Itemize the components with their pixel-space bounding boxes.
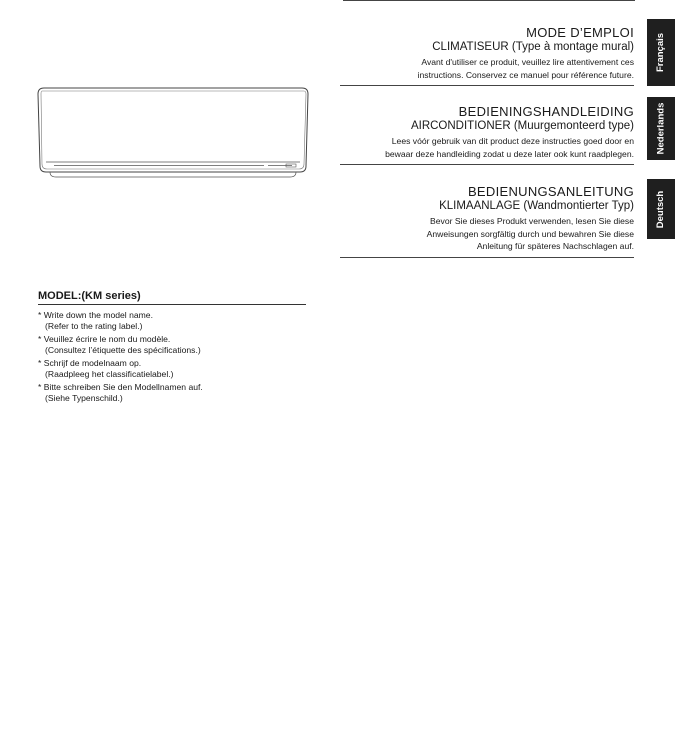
tab-label: Deutsch (655, 190, 667, 228)
section-divider (340, 85, 634, 86)
tab-label: Français (655, 32, 667, 73)
section-description (340, 56, 634, 81)
model-block (38, 290, 306, 406)
section-subtitle: AIRCONDITIONER (Muurgemonteerd type) (410, 120, 634, 132)
section-description (340, 215, 634, 253)
note-line: * Write down the model name. (38, 310, 153, 320)
list-item (38, 334, 306, 355)
note-line: * Schrijf de modelnaam op. (38, 358, 142, 368)
description-line: Anweisungen sorgfältig durch und bewahren Sie diese (426, 228, 634, 239)
tab-nederlands[interactable] (647, 97, 675, 160)
description-line: bewaar deze handleiding zodat u deze later ook kunt raadplegen. (385, 148, 634, 159)
description-line: Lees vóór gebruik van dit product deze instructies goed door en (391, 136, 634, 146)
note-subline: (Refer to the rating label.) (45, 320, 143, 331)
note-line: * Bitte schreiben Sie den Modellnamen auf. (38, 382, 203, 392)
tab-label: Nederlands (655, 102, 667, 155)
section-title: BEDIENINGSHANDLEIDING (458, 104, 634, 119)
tab-francais[interactable] (647, 19, 675, 86)
list-item (38, 310, 306, 331)
section-german (340, 184, 634, 258)
list-item (38, 358, 306, 379)
model-title: MODEL:(KM series) (38, 290, 306, 305)
note-subline: (Consultez l’étiquette des spécifications.) (45, 344, 201, 355)
section-subtitle: KLIMAANLAGE (Wandmontierter Typ) (439, 200, 634, 212)
section-title: MODE D’EMPLOI (526, 25, 634, 40)
note-subline: (Siehe Typenschild.) (45, 392, 123, 403)
section-description (340, 135, 634, 160)
section-title: BEDIENUNGSANLEITUNG (467, 184, 634, 199)
description-line: Avant d'utiliser ce produit, veuillez lire attentivement ces (421, 57, 634, 67)
note-line: * Veuillez écrire le nom du modèle. (38, 334, 171, 344)
list-item (38, 382, 306, 403)
section-dutch (340, 104, 634, 165)
section-subtitle: CLIMATISEUR (Type à montage mural) (432, 41, 634, 53)
top-rule (343, 0, 635, 1)
note-subline: (Raadpleeg het classificatielabel.) (45, 368, 174, 379)
description-line: instructions. Conservez ce manuel pour référence future. (417, 69, 634, 80)
section-divider (340, 257, 634, 258)
description-line: Bevor Sie dieses Produkt verwenden, lesen Sie diese (430, 216, 634, 226)
tab-deutsch[interactable] (647, 179, 675, 239)
section-divider (340, 164, 634, 165)
section-french (340, 25, 634, 86)
model-notes (38, 310, 306, 403)
air-conditioner-icon (36, 86, 310, 180)
description-line: Anleitung für späteres Nachschlagen auf. (476, 241, 634, 251)
